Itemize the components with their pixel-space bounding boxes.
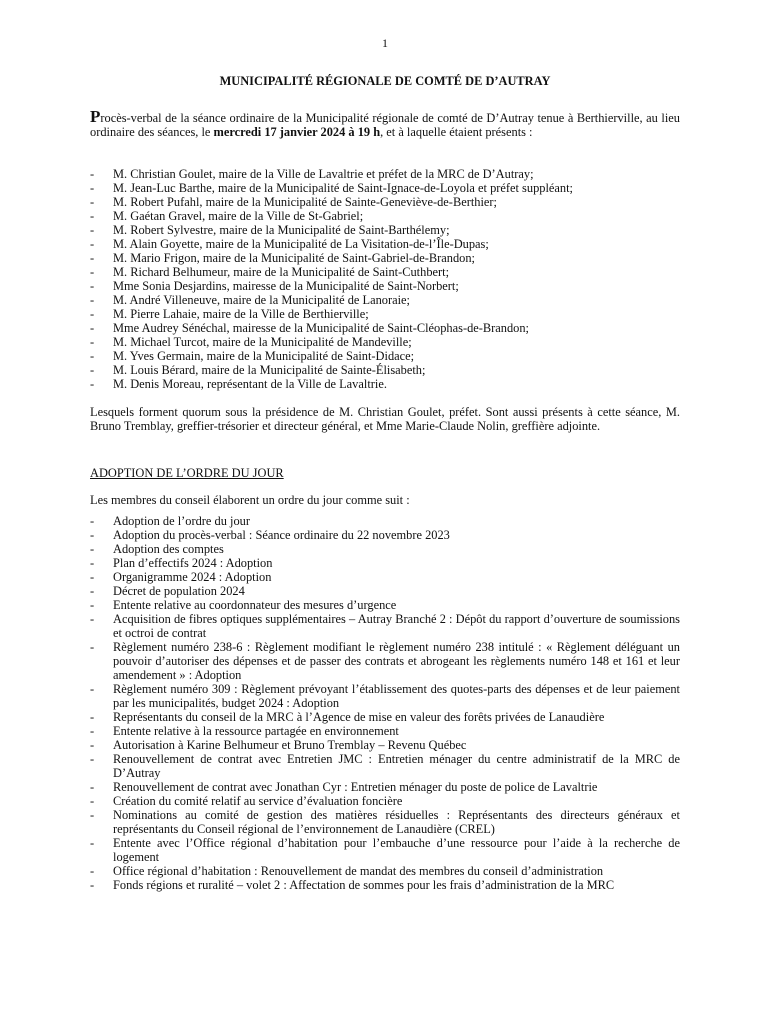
agenda-item: - Règlement numéro 238-6 : Règlement modifiant le règlement numéro 238 intitulé : « Règlement déléguant un pouvoir d’autoriser des dépenses et de passer des contrats et abrogeant les règlements numéro 148 et 161 et leur amendement » : Adoption: [90, 640, 680, 682]
page-number: 1: [382, 36, 388, 50]
intro-text: rocès-verbal de la séance ordinaire de la Municipalité régionale de comté de D’Autray tenue à Berthierville, au lieu ordinaire des séances, le: [90, 111, 680, 139]
quorum-paragraph: Lesquels forment quorum sous la présidence de M. Christian Goulet, préfet. Sont aussi présents à cette séance, M. Bruno Tremblay, greffier-trésorier et directeur général, et Mme Marie-Claude Nolin, greffière adjointe.: [90, 405, 680, 433]
member-item: - M. Michael Turcot, maire de la Municipalité de Mandeville;: [90, 335, 680, 349]
member-item: - M. Jean-Luc Barthe, maire de la Municipalité de Saint-Ignace-de-Loyola et préfet suppléant;: [90, 181, 680, 195]
agenda-lead: Les membres du conseil élaborent un ordre du jour comme suit :: [90, 493, 410, 507]
agenda-item: - Adoption de l’ordre du jour: [90, 514, 680, 528]
agenda-item: - Adoption du procès-verbal : Séance ordinaire du 22 novembre 2023: [90, 528, 680, 542]
member-item: - M. Mario Frigon, maire de la Municipalité de Saint-Gabriel-de-Brandon;: [90, 251, 680, 265]
agenda-list: [90, 514, 680, 892]
member-item: - M. Denis Moreau, représentant de la Ville de Lavaltrie.: [90, 377, 680, 391]
members-list: [90, 167, 680, 391]
member-item: - M. Christian Goulet, maire de la Ville de Lavaltrie et préfet de la MRC de D’Autray;: [90, 167, 680, 181]
agenda-item: - Représentants du conseil de la MRC à l’Agence de mise en valeur des forêts privées de Lanaudière: [90, 710, 680, 724]
agenda-item: - Règlement numéro 309 : Règlement prévoyant l’établissement des quotes-parts des dépenses et de leur paiement par les municipalités, budget 2024 : Adoption: [90, 682, 680, 710]
section-heading: ADOPTION DE L’ORDRE DU JOUR: [90, 466, 284, 480]
document-title: MUNICIPALITÉ RÉGIONALE DE COMTÉ DE D’AUTRAY: [219, 74, 551, 88]
agenda-item: - Autorisation à Karine Belhumeur et Bruno Tremblay – Revenu Québec: [90, 738, 680, 752]
agenda-item: - Office régional d’habitation : Renouvellement de mandat des membres du conseil d’administration: [90, 864, 680, 878]
member-item: - M. Gaétan Gravel, maire de la Ville de St-Gabriel;: [90, 209, 680, 223]
member-item: - M. Richard Belhumeur, maire de la Municipalité de Saint-Cuthbert;: [90, 265, 680, 279]
agenda-item: - Organigramme 2024 : Adoption: [90, 570, 680, 584]
agenda-item: - Entente relative au coordonnateur des mesures d’urgence: [90, 598, 680, 612]
member-item: - M. Robert Sylvestre, maire de la Municipalité de Saint-Barthélemy;: [90, 223, 680, 237]
intro-text-end: , et à laquelle étaient présents :: [380, 125, 533, 139]
member-item: - M. Yves Germain, maire de la Municipalité de Saint-Didace;: [90, 349, 680, 363]
member-item: - M. Alain Goyette, maire de la Municipalité de La Visitation-de-l’Île-Dupas;: [90, 237, 680, 251]
agenda-item: - Adoption des comptes: [90, 542, 680, 556]
member-item: - M. Robert Pufahl, maire de la Municipalité de Sainte-Geneviève-de-Berthier;: [90, 195, 680, 209]
intro-paragraph: [90, 107, 680, 139]
agenda-item: - Acquisition de fibres optiques supplémentaires – Autray Branché 2 : Dépôt du rapport d’ouverture de soumissions et octroi de contrat: [90, 612, 680, 640]
agenda-item: - Fonds régions et ruralité – volet 2 : Affectation de sommes pour les frais d’administration de la MRC: [90, 878, 680, 892]
agenda-item: - Renouvellement de contrat avec Entretien JMC : Entretien ménager du centre administratif de la MRC de D’Autray: [90, 752, 680, 780]
meeting-date: mercredi 17 janvier 2024 à 19 h: [213, 125, 381, 139]
member-item: - Mme Audrey Sénéchal, mairesse de la Municipalité de Saint-Cléophas-de-Brandon;: [90, 321, 680, 335]
member-item: - M. André Villeneuve, maire de la Municipalité de Lanoraie;: [90, 293, 680, 307]
agenda-item: - Création du comité relatif au service d’évaluation foncière: [90, 794, 680, 808]
member-item: - M. Louis Bérard, maire de la Municipalité de Sainte-Élisabeth;: [90, 363, 680, 377]
agenda-item: - Entente avec l’Office régional d’habitation pour l’embauche d’une ressource pour l’aide à la recherche de logement: [90, 836, 680, 864]
agenda-item: - Plan d’effectifs 2024 : Adoption: [90, 556, 680, 570]
member-item: - M. Pierre Lahaie, maire de la Ville de Berthierville;: [90, 307, 680, 321]
agenda-item: - Renouvellement de contrat avec Jonathan Cyr : Entretien ménager du poste de police de Lavaltrie: [90, 780, 680, 794]
member-item: - Mme Sonia Desjardins, mairesse de la Municipalité de Saint-Norbert;: [90, 279, 680, 293]
agenda-item: - Décret de population 2024: [90, 584, 680, 598]
agenda-item: - Entente relative à la ressource partagée en environnement: [90, 724, 680, 738]
agenda-item: - Nominations au comité de gestion des matières résiduelles : Représentants des directeurs généraux et représentants du Conseil régional de l’environnement de Lanaudière (CREL): [90, 808, 680, 836]
intro-dropcap: P: [90, 107, 101, 126]
